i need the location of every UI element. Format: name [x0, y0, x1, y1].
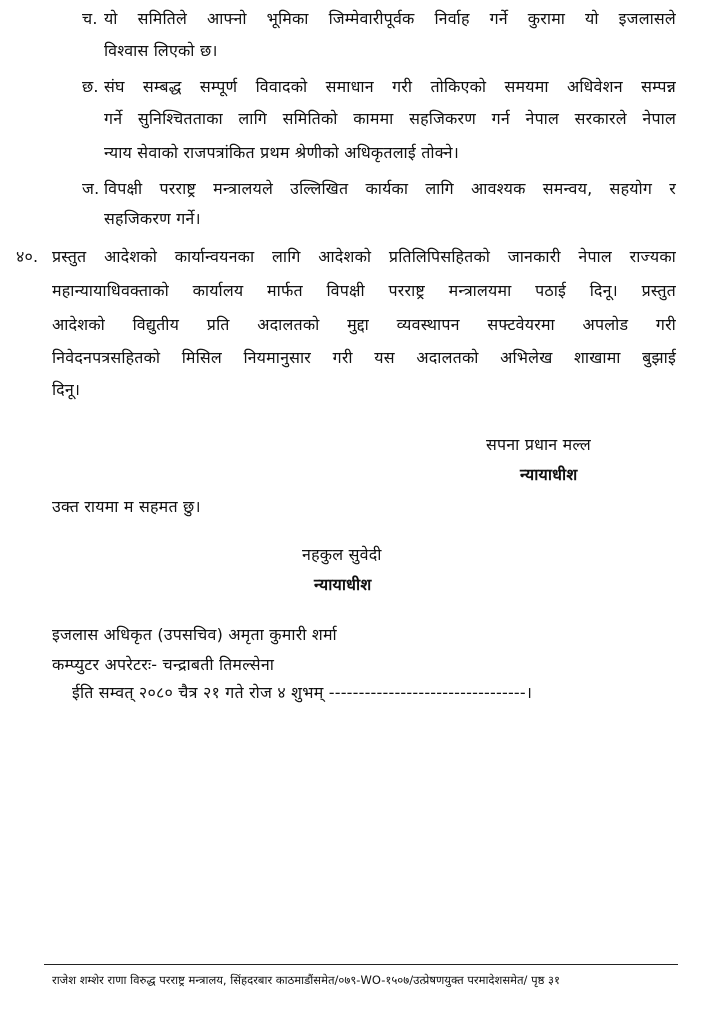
item-marker-cha: च.: [82, 9, 98, 28]
paragraph-40-line-4: निवेदनपत्रसहितको मिसिल नियमानुसार गरी यस अदालतको अभिलेख शाखामा बुझाई: [52, 348, 676, 367]
concurrence-statement: उक्त रायमा म सहमत छु।: [52, 497, 201, 516]
computer-operator: कम्प्युटर अपरेटरः- चन्द्राबती तिमल्सेना: [52, 655, 275, 674]
judge-name-1: सपना प्रधान मल्ल: [486, 435, 591, 454]
item-chha-line-2: गर्ने सुनिश्चितताका लागि समितिको काममा सहजिकरण गर्न नेपाल सरकारले नेपाल: [104, 109, 676, 128]
paragraph-40-line-1: प्रस्तुत आदेशको कार्यान्वयनका लागि आदेशको प्रतिलिपिसहितको जानकारी नेपाल राज्यका: [52, 247, 676, 266]
item-ja-line-1: विपक्षी परराष्ट्र मन्त्रालयले उल्लिखित कार्यका लागि आवश्यक समन्वय, सहयोग र: [104, 179, 676, 198]
item-chha-line-1: संघ सम्बद्ध सम्पूर्ण विवादको समाधान गरी तोकिएको समयमा अधिवेशन सम्पन्न: [104, 77, 676, 96]
paragraph-number: ४०.: [16, 247, 39, 266]
item-ja-line-2: सहजिकरण गर्ने।: [104, 209, 201, 228]
judge-name-2: नहकुल सुवेदी: [302, 545, 382, 564]
item-marker-chha: छ.: [82, 77, 99, 96]
judge-title-1: न्यायाधीश: [520, 465, 578, 484]
item-cha-line-1: यो समितिले आफ्नो भूमिका जिम्मेवारीपूर्वक निर्वाह गर्ने कुरामा यो इजलासले: [104, 9, 676, 28]
date-line: ईति सम्वत् २०८० चैत्र २१ गते रोज ४ शुभम् ---------------------------------।: [72, 683, 533, 702]
paragraph-40-line-2: महान्यायाधिवक्ताको कार्यालय मार्फत विपक्षी परराष्ट्र मन्त्रालयमा पठाई दिनू। प्रस्तुत: [52, 281, 676, 300]
item-cha-line-2: विश्वास लिएको छ।: [104, 41, 218, 60]
judge-title-2: न्यायाधीश: [314, 575, 372, 594]
paragraph-40-line-3: आदेशको विद्युतीय प्रति अदालतको मुद्दा व्यवस्थापन सफ्टवेयरमा अपलोड गरी: [52, 315, 676, 334]
paragraph-40-line-5: दिनू।: [52, 380, 81, 399]
page-footer: राजेश शम्शेर राणा विरुद्ध परराष्ट्र मन्त्रालय, सिंहदरबार काठमाडौंसमेत/०७९-WO-१५०७/उत्प्रेषणयुक्त परमादेशसमेत/ पृष्ठ ३१: [52, 973, 561, 987]
item-marker-ja: ज.: [82, 179, 100, 198]
item-chha-line-3: न्याय सेवाको राजपत्रांकित प्रथम श्रेणीको अधिकृतलाई तोक्ने।: [104, 143, 460, 162]
bench-officer: इजलास अधिकृत (उपसचिव) अमृता कुमारी शर्मा: [52, 625, 337, 644]
footer-rule: [44, 964, 678, 965]
